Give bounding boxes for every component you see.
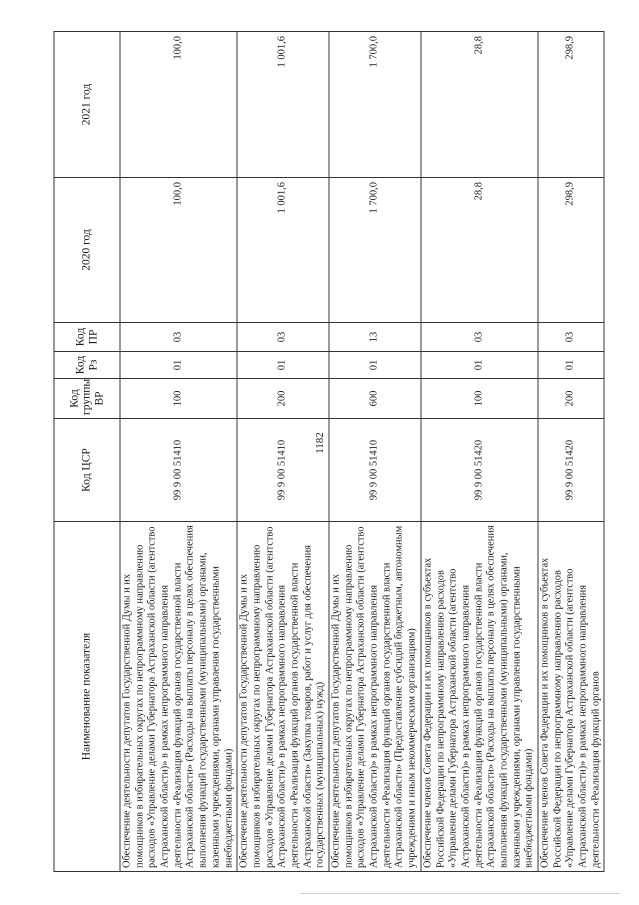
row-csr: 99 9 00 51420 (421, 419, 538, 522)
row-csr: 99 9 00 51420 (538, 419, 604, 522)
row-name: Обеспечение деятельности депутатов Государственной Думы и их помощников в избирательных округах по непрограммному направлению расходов «Управление делами Губернатора Астраханской области (агентство Астраханской области)» в рамках непрограммного направления деятельности «Реализация функций органов государственной власти Астраханской области» (Закупка товаров, работ и услуг для обеспечения государственных (муниципальных) нужд) (237, 522, 329, 872)
row-pr: 03 (237, 323, 329, 352)
row-2020: 100,0 (120, 178, 237, 323)
rotated-page-content (54, 32, 602, 872)
page-number: 1182 (314, 432, 326, 454)
row-name: Обеспечение членов Совета Федерации и их помощников в субъектах Российской Федерации по непрограммному направлению расходов «Управление делами Губернатора Астраханской области (агентство Астраханской области)» в рамках непрограммного направления деятельности «Реализация функций органов государственной власти Астраханской области» (Расходы на выплаты персоналу в целях обеспечения выполнения функций государственными (муниципальными) органами, казенными учреждениями, органами управления государственными внебюджетными фондами) (421, 522, 538, 872)
row-pr: 03 (421, 323, 538, 352)
row-rz: 01 (421, 352, 538, 379)
header-vr: Код группы ВР (54, 379, 120, 419)
header-2020: 2020 год (54, 178, 120, 323)
scan-edge-line (300, 893, 620, 894)
row-2021: 298,9 (538, 32, 604, 178)
header-pr: Код ПР (54, 323, 120, 352)
row-rz: 01 (329, 352, 421, 379)
row-rz: 01 (538, 352, 604, 379)
row-csr: 99 9 00 51410 (237, 419, 329, 522)
row-2020: 1 700,0 (329, 178, 421, 323)
row-2021: 100,0 (120, 32, 237, 178)
row-2021: 1 700,0 (329, 32, 421, 178)
row-vr: 600 (329, 379, 421, 419)
row-pr: 03 (120, 323, 237, 352)
header-csr: Код ЦСР (54, 419, 120, 522)
table-row (237, 32, 329, 872)
table-row (421, 32, 538, 872)
row-2020: 1 001,6 (237, 178, 329, 323)
row-vr: 200 (237, 379, 329, 419)
row-vr: 100 (421, 379, 538, 419)
row-vr: 200 (538, 379, 604, 419)
table-row (538, 32, 604, 872)
table-row (120, 32, 237, 872)
table-row (329, 32, 421, 872)
header-rz: Код Рз (54, 352, 120, 379)
row-csr: 99 9 00 51410 (329, 419, 421, 522)
row-2020: 28,8 (421, 178, 538, 323)
row-2020: 298,9 (538, 178, 604, 323)
row-name: Обеспечение деятельности депутатов Государственной Думы и их помощников в избирательных округах по непрограммному направлению расходов «Управление делами Губернатора Астраханской области (агентство Астраханской области)» в рамках непрограммного направления деятельности «Реализация функций органов государственной власти Астраханской области» (Предоставление субсидий бюджетным, автономным учреждениям и иным некоммерческим организациям) (329, 522, 421, 872)
table-header-row (54, 32, 120, 872)
row-name: Обеспечение деятельности депутатов Государственной Думы и их помощников в избирательных округах по непрограммному направлению расходов «Управление делами Губернатора Астраханской области (агентство Астраханской области)» в рамках непрограммного направления деятельности «Реализация функций органов государственной власти Астраханской области» (Расходы на выплаты персоналу в целях обеспечения выполнения функций государственными (муниципальными) органами, казенными учреждениями, органами управления государственными внебюджетными фондами) (120, 522, 237, 872)
budget-table (54, 31, 605, 872)
row-2021: 28,8 (421, 32, 538, 178)
row-rz: 01 (237, 352, 329, 379)
row-name: Обеспечение членов Совета Федерации и их помощников в субъектах Российской Федерации по непрограммному направлению расходов «Управление делами Губернатора Астраханской области (агентство Астраханской области)» в рамках непрограммного направления деятельности «Реализация функций органов (538, 522, 604, 872)
header-2021: 2021 год (54, 32, 120, 178)
row-rz: 01 (120, 352, 237, 379)
row-vr: 100 (120, 379, 237, 419)
row-csr: 99 9 00 51410 (120, 419, 237, 522)
row-pr: 03 (538, 323, 604, 352)
header-name: Наименование показателя (54, 522, 120, 872)
row-pr: 13 (329, 323, 421, 352)
row-2021: 1 001,6 (237, 32, 329, 178)
